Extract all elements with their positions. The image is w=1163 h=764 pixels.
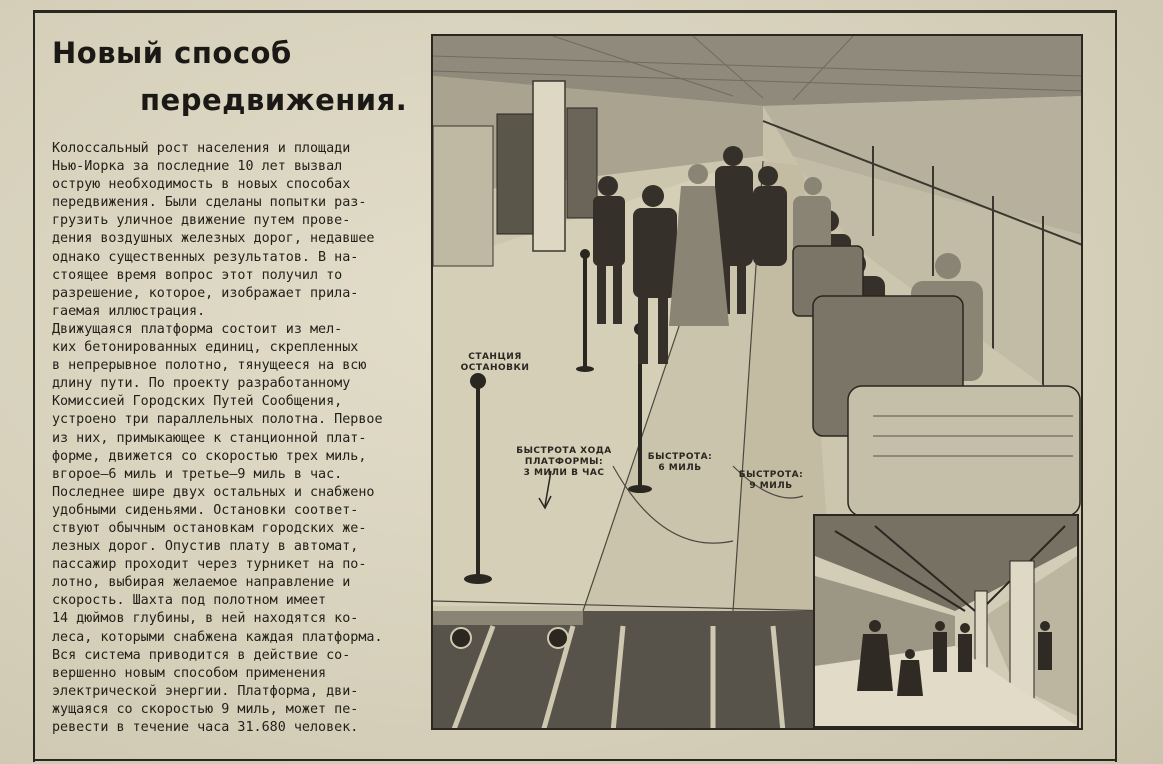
page-border-right (1115, 10, 1117, 762)
label-speed-9-miles (731, 470, 811, 492)
article-body (52, 140, 398, 737)
label-speed9-line-2: 9 МИЛЬ (749, 481, 793, 491)
article-line: в непрерывное полотно, тянущееся на всю (52, 358, 367, 374)
article-line: Нью-Иорка за последние 10 лет вызвал (52, 159, 343, 175)
article-line: жущаяся со скоростью 9 миль, может пе- (52, 701, 359, 717)
article-line: Движущаяся платформа состоит из мел- (52, 321, 343, 337)
article-line: Колоссальный рост населения и площади (52, 141, 351, 156)
article-line: Комиссией Городских Путей Сообщения, (52, 394, 343, 410)
label-speed3-line-2: 3 МИЛИ В ЧАС (523, 468, 605, 478)
article-line: из них, примыкающее к станционной плат- (52, 430, 367, 446)
article-line: дения воздушных железных дорог, недавшее (52, 231, 375, 247)
label-speed6-line-2: 6 МИЛЬ (658, 463, 702, 473)
article-line: удобными сиденьями. Остановки соответ- (52, 502, 359, 518)
article-line: Последнее шире двух остальных и снабжено (52, 484, 375, 500)
page-border-left (33, 10, 35, 762)
article-line: скорость. Шахта под полотном имеет (52, 593, 327, 609)
station-inset-illustration (813, 514, 1079, 728)
label-speed6-line-1: БЫСТРОТА: (647, 452, 713, 462)
article-title-line-2: передвижения. (140, 83, 408, 117)
article-line: длину пути. По проекту разработанному (52, 376, 351, 392)
station-corridor-drawing (815, 516, 1077, 726)
page-border-bottom (33, 759, 1117, 761)
article-line: лотно, выбирая желаемое направление и (52, 575, 351, 591)
article-line: ревести в течение часа 31.680 человек. (52, 720, 359, 735)
article-line: грузить уличное движение путем прове- (52, 213, 351, 229)
article-line: леса, которыми снабжена каждая платформа. (52, 629, 383, 645)
article-line: однако существенных результатов. В на- (52, 249, 359, 265)
moving-platform-illustration (431, 34, 1083, 730)
label-speed9-line-1: БЫСТРОТА: (738, 470, 804, 480)
article-line: гаемая иллюстрация. (52, 303, 206, 319)
label-station-line-2: ОСТАНОВКИ (460, 363, 530, 373)
article-line: форме, движется со скоростью трех миль, (52, 448, 367, 464)
label-speed3-line-1: БЫСТРОТА ХОДА ПЛАТФОРМЫ: (516, 446, 612, 467)
article-line: ких бетонированных единиц, скрепленных (52, 340, 359, 356)
label-station-line-1: СТАНЦИЯ (468, 352, 522, 362)
article-line: устроено три параллельных полотна. Первое (52, 412, 383, 428)
article-line: вгорое—6 миль и третье—9 миль в час. (52, 466, 343, 482)
article-line: электрической энергии. Платформа, дви- (52, 683, 359, 699)
article-line: вершенно новым способом применения (52, 665, 327, 681)
article-line: передвижения. Были сделаны попытки раз- (52, 195, 367, 211)
article-line: лезных дорог. Опустив плату в автомат, (52, 539, 359, 555)
article-line: разрешение, которое, изображает прила- (52, 285, 359, 301)
label-station-stop (455, 352, 535, 374)
article-line: 14 дюймов глубины, в ней находятся ко- (52, 611, 359, 627)
page-border-top (33, 10, 1117, 13)
article-line: ствуют обычным остановкам городских же- (52, 520, 367, 536)
label-speed-6-miles (645, 452, 715, 474)
article-line: пассажир проходит через турникет на по- (52, 557, 367, 573)
article-title-line-1: Новый способ (52, 36, 292, 70)
article-line: острую необходимость в новых способах (52, 177, 351, 193)
article-line: Вся система приводится в действие со- (52, 647, 351, 663)
article-line: стоящее время вопрос этот получил то (52, 267, 343, 283)
label-speed-3-miles (489, 446, 639, 479)
